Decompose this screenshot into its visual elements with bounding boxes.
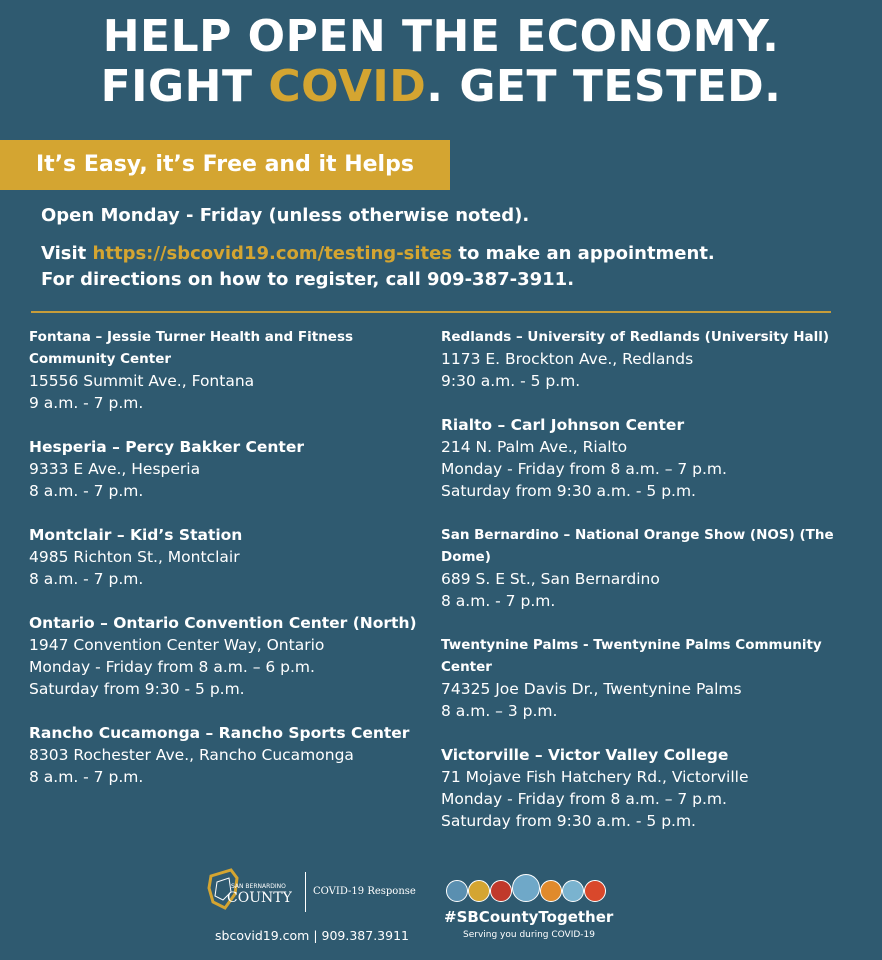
site-name: Hesperia – Percy Bakker Center: [29, 438, 304, 456]
community-avatars-icon: [446, 874, 616, 904]
site-hours: Saturday from 9:30 a.m. - 5 p.m.: [441, 482, 696, 500]
testing-site: [441, 524, 861, 612]
headline-line-2-start: FIGHT: [100, 61, 269, 112]
site-hours: Monday - Friday from 8 a.m. – 7 p.m.: [441, 460, 727, 478]
site-address: 689 S. E St., San Bernardino: [441, 570, 660, 588]
site-address: 4985 Richton St., Montclair: [29, 548, 240, 566]
footer-separator: [305, 872, 306, 912]
avatar: [540, 880, 562, 902]
site-hours: Monday - Friday from 8 a.m. – 7 p.m.: [441, 790, 727, 808]
testing-site: [441, 414, 861, 502]
site-name: San Bernardino – National Orange Show (NOS) (The Dome): [441, 527, 834, 565]
site-name: Rancho Cucamonga – Rancho Sports Center: [29, 724, 410, 742]
site-hours: Saturday from 9:30 a.m. - 5 p.m.: [441, 812, 696, 830]
sites-left-column: [29, 326, 429, 810]
testing-sites-link[interactable]: https://sbcovid19.com/testing-sites: [92, 243, 453, 264]
county-footer: [205, 868, 415, 948]
site-name: Montclair – Kid’s Station: [29, 526, 243, 544]
site-name: Redlands – University of Redlands (University Hall): [441, 329, 830, 345]
headline-line-2-end: . GET TESTED.: [426, 61, 782, 112]
tagline-banner: It’s Easy, it’s Free and it Helps: [0, 140, 450, 190]
testing-site: [441, 326, 861, 392]
site-hours: 9 a.m. - 7 p.m.: [29, 394, 144, 412]
site-name: Twentynine Palms - Twentynine Palms Community Center: [441, 637, 822, 675]
testing-site: [441, 744, 861, 832]
seal-county-text: COUNTY: [227, 890, 292, 906]
headline-covid-highlight: COVID: [268, 61, 427, 112]
intro-text: [41, 203, 861, 293]
avatar: [446, 880, 468, 902]
avatar: [584, 880, 606, 902]
covid-response-label: COVID-19 Response: [313, 886, 416, 897]
county-seal-logo: [205, 868, 301, 920]
footer-contact: sbcovid19.com | 909.387.3911: [215, 928, 409, 943]
site-hours: 8 a.m. - 7 p.m.: [29, 570, 144, 588]
site-hours: 9:30 a.m. - 5 p.m.: [441, 372, 581, 390]
visit-prefix: Visit: [41, 243, 93, 264]
site-hours: 8 a.m. – 3 p.m.: [441, 702, 558, 720]
avatar: [490, 880, 512, 902]
directions-line: For directions on how to register, call 909-387-3911.: [41, 269, 575, 290]
site-name: Rialto – Carl Johnson Center: [441, 416, 685, 434]
testing-site: [29, 722, 429, 788]
site-address: 74325 Joe Davis Dr., Twentynine Palms: [441, 680, 742, 698]
visit-suffix: to make an appointment.: [452, 243, 715, 264]
headline: [0, 12, 882, 112]
site-address: 15556 Summit Ave., Fontana: [29, 372, 255, 390]
avatar: [468, 880, 490, 902]
site-hours: 8 a.m. - 7 p.m.: [441, 592, 556, 610]
together-footer: [444, 868, 624, 948]
hours-note: Open Monday - Friday (unless otherwise noted).: [41, 205, 530, 226]
site-hours: 8 a.m. - 7 p.m.: [29, 768, 144, 786]
testing-site: [441, 634, 861, 722]
site-hours: Saturday from 9:30 - 5 p.m.: [29, 680, 245, 698]
site-address: 1947 Convention Center Way, Ontario: [29, 636, 325, 654]
headline-line-1: HELP OPEN THE ECONOMY.: [102, 11, 780, 62]
testing-site: [29, 612, 429, 700]
site-hours: Monday - Friday from 8 a.m. – 6 p.m.: [29, 658, 315, 676]
testing-site: [29, 326, 429, 414]
site-address: 71 Mojave Fish Hatchery Rd., Victorville: [441, 768, 749, 786]
visit-line: [41, 241, 861, 267]
avatar: [512, 874, 540, 902]
site-address: 9333 E Ave., Hesperia: [29, 460, 201, 478]
testing-site: [29, 524, 429, 590]
site-name: Fontana – Jessie Turner Health and Fitness Community Center: [29, 329, 354, 367]
seal-top-text: SAN BERNARDINO: [231, 883, 286, 890]
hashtag: #SBCountyTogether: [444, 908, 614, 926]
testing-site: [29, 436, 429, 502]
avatar: [562, 880, 584, 902]
site-address: 1173 E. Brockton Ave., Redlands: [441, 350, 694, 368]
section-divider: [31, 311, 831, 313]
serving-tagline: Serving you during COVID-19: [463, 930, 595, 940]
site-hours: 8 a.m. - 7 p.m.: [29, 482, 144, 500]
headline-line-2: [0, 62, 882, 112]
site-address: 214 N. Palm Ave., Rialto: [441, 438, 628, 456]
site-address: 8303 Rochester Ave., Rancho Cucamonga: [29, 746, 354, 764]
site-name: Ontario – Ontario Convention Center (North): [29, 614, 417, 632]
sites-right-column: [441, 326, 861, 854]
site-name: Victorville – Victor Valley College: [441, 746, 729, 764]
